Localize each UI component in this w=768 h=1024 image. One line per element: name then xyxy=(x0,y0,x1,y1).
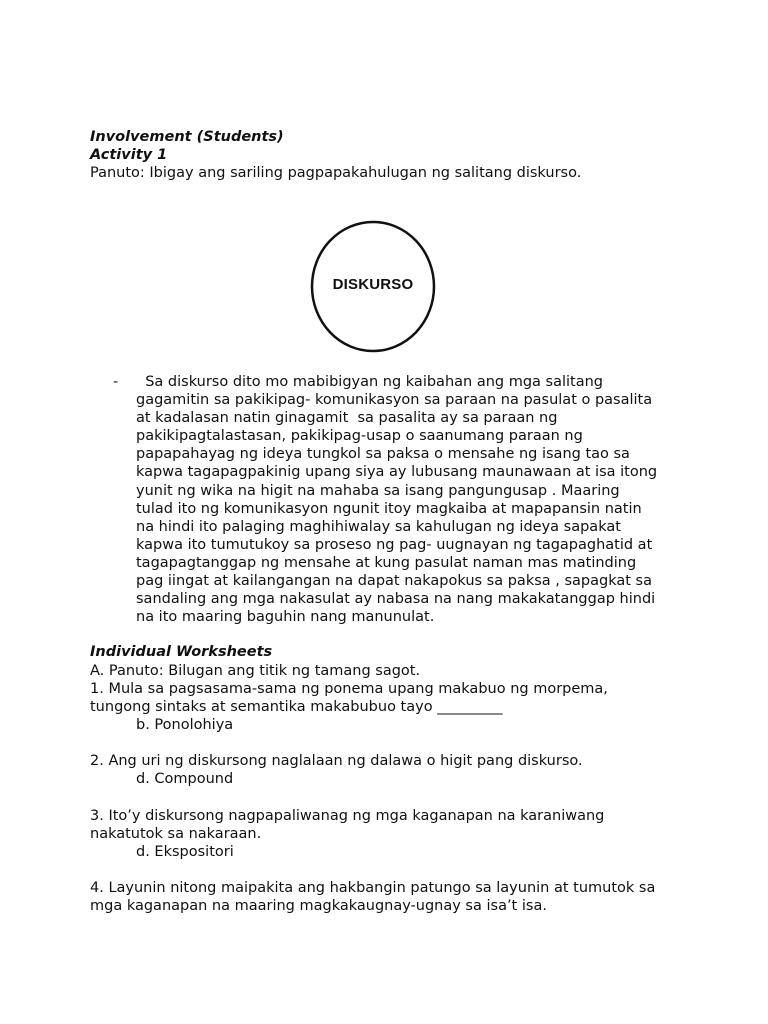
activity-heading: Activity 1 xyxy=(90,147,168,163)
involvement-heading: Involvement (Students) xyxy=(90,129,284,145)
question-3-answer: d. Ekspositori xyxy=(136,844,234,860)
question-1-answer: b. Ponolohiya xyxy=(136,717,234,733)
activity-instruction: Panuto: Ibigay ang sariling pagpapakahulugan ng salitang diskurso. xyxy=(90,165,582,181)
bullet-dash: - xyxy=(113,374,119,390)
paragraph-line: kapwa tagapagpakinig upang siya ay lubusang maunawaan at isa itong xyxy=(136,464,658,481)
paragraph-line: papapahayag ng ideya tungkol sa paksa o mensahe ng isang tao sa xyxy=(136,446,630,463)
paragraph-line: tulad ito ng komunikasyon ngunit itoy magkaiba at mapapansin natin xyxy=(136,500,642,517)
diskurso-circle xyxy=(310,220,436,353)
paragraph-line: pakikipagtalastasan, pakikipag-usap o saanumang paraan ng xyxy=(136,428,583,445)
paragraph-line: na ito maaring baguhin nang manunulat. xyxy=(136,609,435,626)
paragraph-line: at kadalasan natin ginagamit sa pasalita ay sa paraan ng xyxy=(136,410,558,427)
paragraph-line: tagapagtanggap ng mensahe at kung pasulat naman mas matinding xyxy=(136,554,637,571)
circle-label: DISKURSO xyxy=(332,276,414,293)
paragraph-line: Sa diskurso dito mo mabibigyan ng kaibahan ang mga salitang xyxy=(136,374,603,390)
paragraph-line: na hindi ito palaging maghihiwalay sa kahulugan ng ideya sapakat xyxy=(136,518,621,535)
worksheets-heading: Individual Worksheets xyxy=(90,644,273,660)
paragraph-line: yunit ng wika na higit na mahaba sa isang pangungusap . Maaring xyxy=(136,482,620,499)
question-4-line-2: mga kaganapan na maaring magkakaugnay-ugnay sa isa’t isa. xyxy=(90,898,547,914)
paragraph-line: pag iingat at kailangangan na dapat nakapokus sa paksa , sapagkat sa xyxy=(136,573,652,590)
question-2-line-1: 2. Ang uri ng diskursong naglalaan ng dalawa o higit pang diskurso. xyxy=(90,753,583,769)
question-2-answer: d. Compound xyxy=(136,771,234,787)
question-3-line-1: 3. Ito’y diskursong nagpapaliwanag ng mga kaganapan na karaniwang xyxy=(90,808,605,824)
paragraph-line: kapwa ito tumutukoy sa proseso ng pag- uugnayan ng tagapaghatid at xyxy=(136,536,653,553)
question-1-line-1: 1. Mula sa pagsasama-sama ng ponema upang makabuo ng morpema, xyxy=(90,681,608,697)
paragraph-line: sandaling ang mga nakasulat ay nabasa na nang makakatanggap hindi xyxy=(136,591,656,608)
paragraph-line: gagamitin sa pakikipag- komunikasyon sa paraan na pasulat o pasalita xyxy=(136,392,653,409)
worksheets-instruction: A. Panuto: Bilugan ang titik ng tamang sagot. xyxy=(90,663,421,679)
question-1-line-2: tungong sintaks at semantika makabubuo tayo _________ xyxy=(90,699,503,715)
answer-paragraph xyxy=(136,373,696,626)
question-3-line-2: nakatutok sa nakaraan. xyxy=(90,826,262,842)
question-4-line-1: 4. Layunin nitong maipakita ang hakbangin patungo sa layunin at tumutok sa xyxy=(90,880,656,896)
